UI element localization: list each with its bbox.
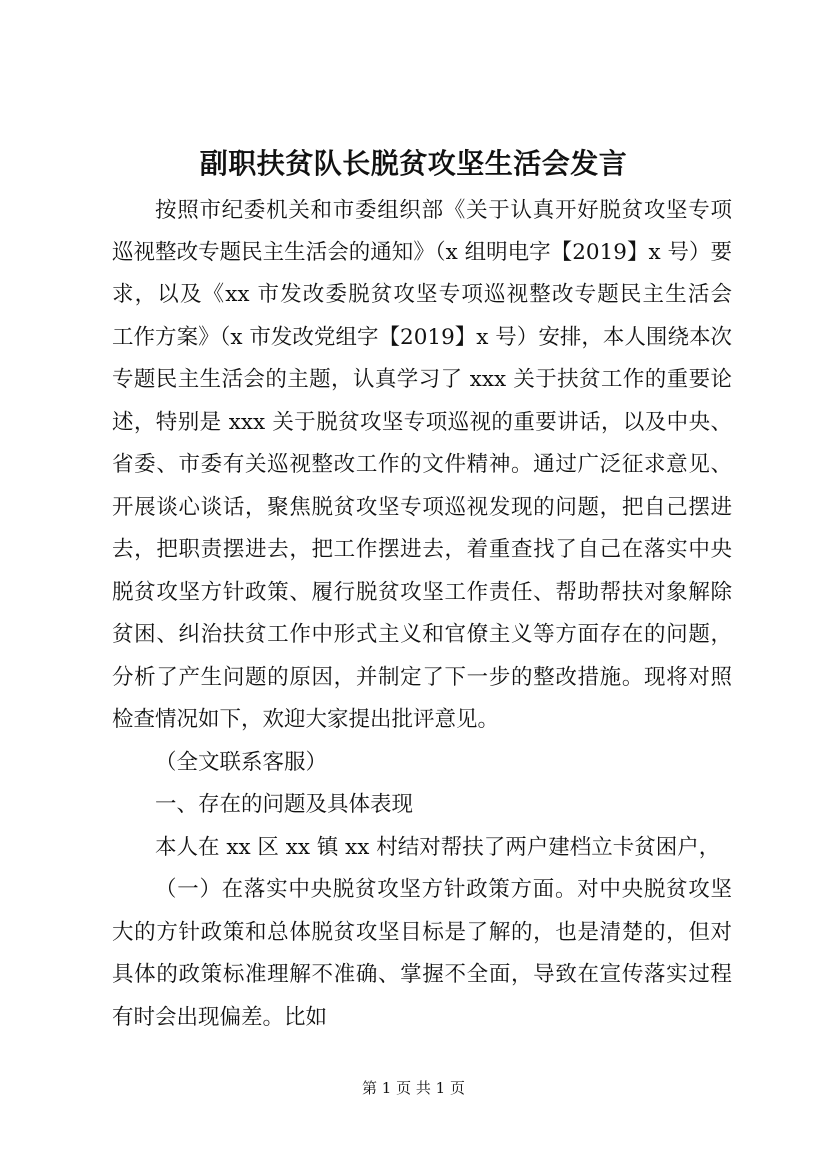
paragraph-line: 贫困、纠治扶贫工作中形式主义和官僚主义等方面存在的问题， [112,622,732,647]
paragraph-line: 具体的政策标准理解不准确、掌握不全面，导致在宣传落实过程 [112,962,732,987]
paragraph-line: 巡视整改专题民主生活会的通知》（x 组明电字【2019】x 号）要 [112,240,732,265]
paragraph-line: 分析了产生问题的原因，并制定了下一步的整改措施。现将对照 [112,665,732,690]
paragraph-line: 大的方针政策和总体脱贫攻坚目标是了解的，也是清楚的，但对 [112,920,732,945]
paragraph-line: 省委、市委有关巡视整改工作的文件精神。通过广泛征求意见、 [112,452,732,477]
paragraph-line: 检查情况如下，欢迎大家提出批评意见。 [112,707,500,732]
document-title: 副职扶贫队长脱贫攻坚生活会发言 [199,147,628,180]
paragraph-line: 专题民主生活会的主题，认真学习了 xxx 关于扶贫工作的重要论 [112,367,732,392]
paragraph-line: 求，以及《xx 市发改委脱贫攻坚专项巡视整改专题民主生活会 [112,282,732,307]
paragraph-line: 述，特别是 xxx 关于脱贫攻坚专项巡视的重要讲话，以及中央、 [112,410,732,435]
paragraph-line: 本人在 xx 区 xx 镇 xx 村结对帮扶了两户建档立卡贫困户， [155,835,721,860]
paragraph-line: 开展谈心谈话，聚焦脱贫攻坚专项巡视发现的问题，把自己摆进 [112,495,732,520]
page-footer: 第 1 页 共 1 页 [362,1079,465,1097]
paragraph-line: 有时会出现偏差。比如 [112,1005,328,1030]
section-heading: 一、存在的问题及具体表现 [155,792,414,817]
paragraph-line: 脱贫攻坚方针政策、履行脱贫攻坚工作责任、帮助帮扶对象解除 [112,580,732,605]
paragraph-line: （一）在落实中央脱贫攻坚方针政策方面。对中央脱贫攻坚 [155,877,732,902]
paragraph-line: 去，把职责摆进去，把工作摆进去，着重查找了自己在落实中央 [112,537,732,562]
contact-note: （全文联系客服） [155,750,328,775]
paragraph-line: 按照市纪委机关和市委组织部《关于认真开好脱贫攻坚专项 [155,198,732,223]
paragraph-line: 工作方案》（x 市发改党组字【2019】x 号）安排，本人围绕本次 [112,325,732,350]
